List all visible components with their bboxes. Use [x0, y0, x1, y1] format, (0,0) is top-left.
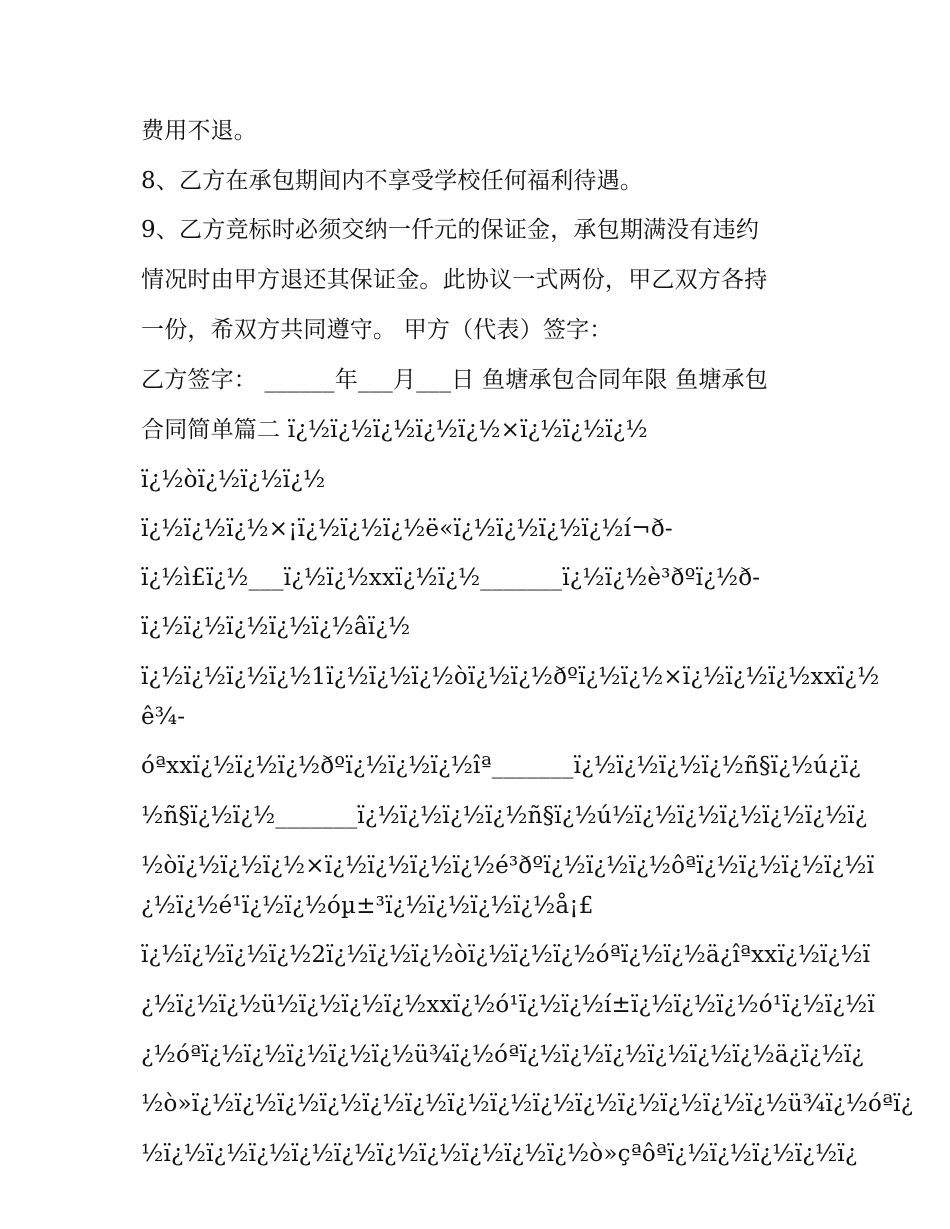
text-line: 乙方签字： ______年___月___日 鱼塘承包合同年限 鱼塘承包 — [141, 367, 768, 393]
text-line: ï¿½ì£ï¿½___ï¿½ï¿½xxï¿½ï¿½_______ï¿½ï¿½è³ðºï¿½ð- — [141, 565, 761, 591]
text-line: ½ò»ï¿½ï¿½ï¿½ï¿½ï¿½ï¿½ï¿½ï¿½ï¿½ï¿½ï¿½ï¿½ï¿½ï¿½ü¾ï¿½óªï¿ — [141, 1091, 914, 1117]
text-line: 9、乙方竞标时必须交纳一仟元的保证金，承包期满没有违约 — [141, 217, 760, 243]
text-line: ¿½ï¿½ï¿½ü½ï¿½ï¿½ï¿½xxï¿½ó¹ï¿½ï¿½í±ï¿½ï¿½ï¿½ó¹ï¿½ï¿½ï — [141, 992, 875, 1018]
text-line: 一份，希双方共同遵守。 甲方（代表）签字： — [141, 317, 613, 343]
text-line: ê¾- — [141, 704, 186, 730]
text-line: ï¿½ï¿½ï¿½ï¿½2ï¿½ï¿½ï¿½òï¿½ï¿½ï¿½óªï¿½ï¿½ä¿îªxxï¿½ï¿½ï — [141, 942, 871, 968]
text-line: 8、乙方在承包期间内不享受学校任何福利待遇。 — [141, 168, 644, 194]
text-line: 合同简单篇二 ï¿½ï¿½ï¿½ï¿½ï¿½×ï¿½ï¿½ï¿½ — [141, 417, 648, 443]
text-line: ï¿½ï¿½ï¿½ï¿½ï¿½âï¿½ — [141, 614, 411, 640]
text-line: 情况时由甲方退还其保证金。此协议一式两份，甲乙双方各持 — [141, 267, 768, 293]
text-line: 费用不退。 — [141, 118, 257, 144]
text-line: ¿½ï¿½é¹ï¿½ï¿½óµ±³ï¿½ï¿½ï¿½ï¿½å¡£ — [141, 893, 594, 919]
text-line: ½ñ§ï¿½ï¿½_______ï¿½ï¿½ï¿½ï¿½ñ§ï¿½ú½ï¿½ï¿½ï¿½ï¿½ï¿½ï¿ — [141, 803, 868, 829]
text-line: ï¿½òï¿½ï¿½ï¿½ — [141, 467, 326, 493]
text-line: ï¿½ï¿½ï¿½×¡ï¿½ï¿½ï¿½ë«ï¿½ï¿½ï¿½ï¿½í¬ð- — [141, 516, 673, 542]
document-body — [141, 108, 914, 1169]
text-line: ½òï¿½ï¿½ï¿½×ï¿½ï¿½ï¿½ï¿½é³ðºï¿½ï¿½ï¿½ôªï¿½ï¿½ï¿½ï¿½ï — [141, 853, 875, 879]
text-line: ï¿½ï¿½ï¿½ï¿½1ï¿½ï¿½ï¿½òï¿½ï¿½ðºï¿½ï¿½×ï¿½ï¿½ï¿½xxï¿½ — [141, 664, 880, 690]
text-line: ¿½óªï¿½ï¿½ï¿½ï¿½ï¿½ü¾ï¿½óªï¿½ï¿½ï¿½ï¿½ï¿½ï¿½ä¿ï¿½ï¿ — [141, 1042, 864, 1068]
text-line: óªxxï¿½ï¿½ï¿½ðºï¿½ï¿½ï¿½îª_______ï¿½ï¿½ï¿½ï¿½ñ§ï¿½ú¿ï¿ — [141, 753, 861, 779]
text-line: ½ï¿½ï¿½ï¿½ï¿½ï¿½ï¿½ï¿½ï¿½ï¿½ï¿½ò»çªôªï¿½ï¿½ï¿½ï¿½ï¿ — [141, 1141, 858, 1167]
